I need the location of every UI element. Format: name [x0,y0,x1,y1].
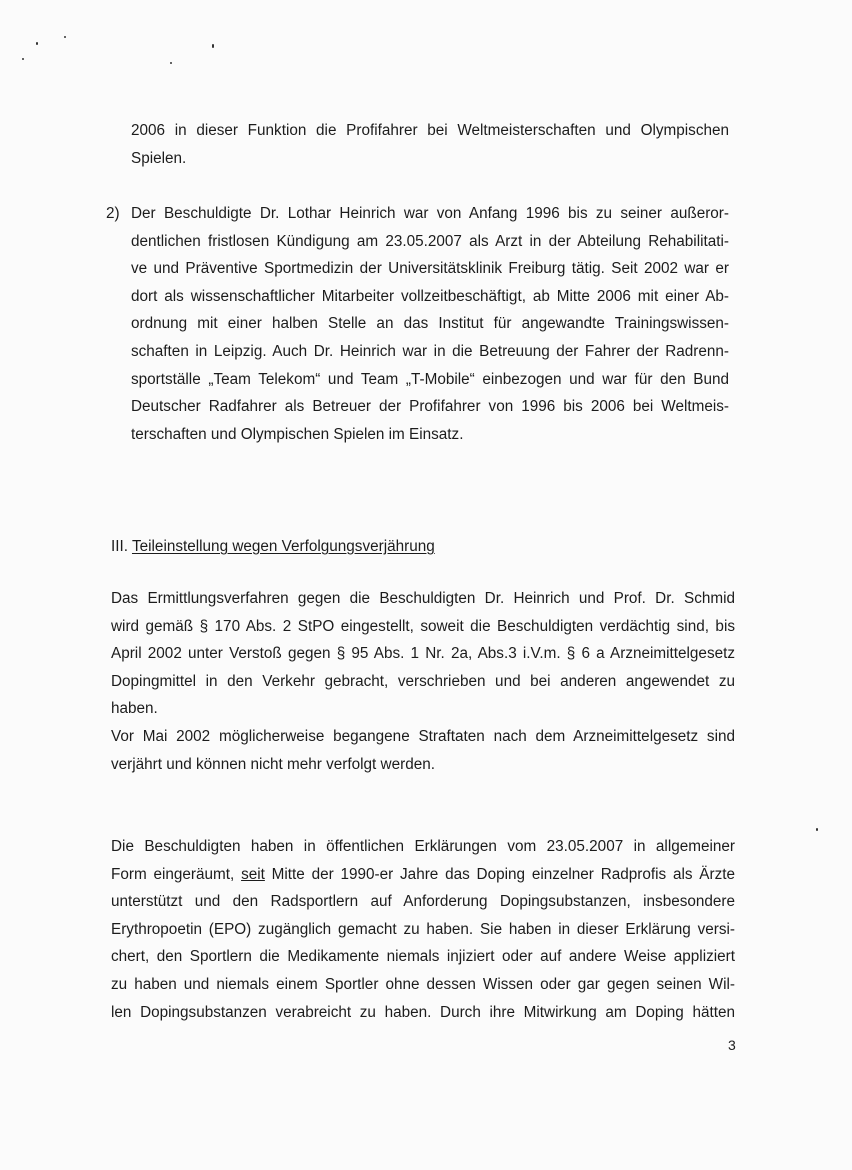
text-line: Die Beschuldigten haben in öffentlichen Erklärungen vom 23.05.2007 in allgemeiner [111,838,735,855]
list-item-number: 2) [106,205,120,222]
paragraph-erklaerung [111,833,735,1026]
list-item-2-text [131,200,729,448]
text-line: len Dopingsubstanzen verabreicht zu haben. Durch ihre Mitwirkung am Doping hätten [111,1003,735,1021]
text-line: schaften in Leipzig. Auch Dr. Heinrich war in die Betreuung der Fahrer der Radrenn- [131,342,729,360]
text-line: Das Ermittlungsverfahren gegen die Beschuldigten Dr. Heinrich und Prof. Dr. Schmid [111,590,735,607]
text-line: Spielen. [131,149,187,167]
scan-speck [816,828,818,831]
text-fragment: Mitte der 1990-er Jahre das Doping einzelner Radprofis als Ärzte [264,865,736,883]
section-title: Teileinstellung wegen Verfolgungsverjährung [131,538,435,555]
text-line: dentlichen fristlosen Kündigung am 23.05.2007 als Arzt in der Abteilung Rehabilitati- [131,232,729,250]
scan-speck [22,58,24,60]
text-line: 2006 in dieser Funktion die Profifahrer bei Weltmeisterschaften und Olympischen [131,122,729,139]
text-line: Deutscher Radfahrer als Betreuer der Profifahrer von 1996 bis 2006 bei Weltmeis- [131,398,729,416]
text-line: Dopingmittel in den Verkehr gebracht, verschrieben und bei anderen angewendet zu [111,672,735,690]
text-line: wird gemäß § 170 Abs. 2 StPO eingestellt, soweit die Beschuldigten verdächtig sind, bis [111,617,735,635]
paragraph-continuation [131,117,729,172]
text-line: April 2002 unter Verstoß gegen § 95 Abs. 1 Nr. 2a, Abs.3 i.V.m. § 6 a Arzneimittelgesetz [111,645,735,663]
text-line: Der Beschuldigte Dr. Lothar Heinrich war von Anfang 1996 bis zu seiner außeror- [131,205,729,222]
text-line: verjährt und können nicht mehr verfolgt werden. [111,755,435,773]
text-fragment: Form eingeräumt, [111,865,242,883]
paragraph-einstellung [111,585,735,778]
scan-speck [36,42,38,45]
section-number: III. [111,538,128,555]
text-line: terschaften und Olympischen Spielen im Einsatz. [131,425,464,443]
text-line: unterstützt und den Radsportlern auf Anforderung Dopingsubstanzen, insbesondere [111,893,735,911]
text-line: chert, den Sportlern die Medikamente niemals injiziert oder auf andere Weise appliziert [111,948,735,966]
underlined-word: seit [241,865,265,883]
page-number: 3 [728,1037,736,1053]
section-heading [111,533,435,561]
scan-speck [170,62,172,64]
text-line: Erythropoetin (EPO) zugänglich gemacht zu haben. Sie haben in dieser Erklärung versi- [111,920,735,938]
text-line: ve und Präventive Sportmedizin der Universitätsklinik Freiburg tätig. Seit 2002 war er [131,260,729,278]
text-line: sportställe „Team Telekom“ und Team „T-Mobile“ einbezogen und war für den Bund [131,370,729,388]
text-line: Vor Mai 2002 möglicherweise begangene Straftaten nach dem Arzneimittelgesetz sind [111,727,735,745]
text-line: haben. [111,700,158,718]
text-line [111,861,735,889]
scan-speck [64,36,66,38]
text-line: zu haben und niemals einem Sportler ohne dessen Wissen oder gar gegen seinen Wil- [111,975,735,993]
text-line: ordnung mit einer halben Stelle an das Institut für angewandte Trainingswissen- [131,315,729,333]
scan-speck [212,44,214,48]
text-line: dort als wissenschaftlicher Mitarbeiter vollzeitbeschäftigt, ab Mitte 2006 mit einer Ab- [131,287,729,305]
